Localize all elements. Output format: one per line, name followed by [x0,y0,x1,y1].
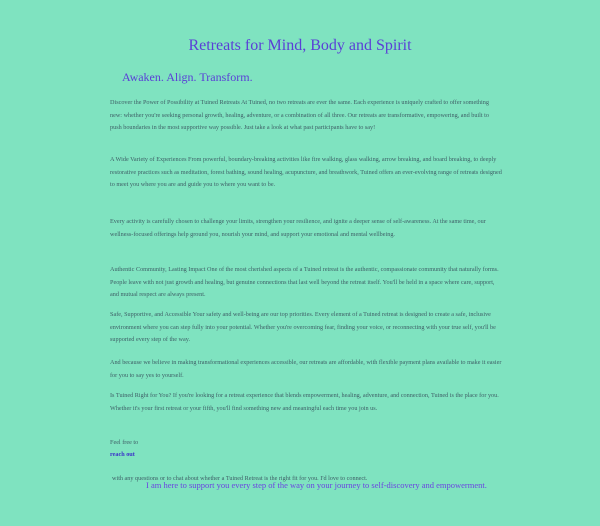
reach-out-link[interactable]: reach out [110,451,135,458]
intro-paragraph: Discover the Power of Possibility at Tuined Retreats At Tuined, no two retreats are ever the same. Each experience is uniquely crafted to offer something new: whether you're seeking personal growth, healing, adventure, or a combination of all three. Our retreats are transformative, empowering, and built to push boundaries in the most supportive way possible. Just take a look at what past participants have to say! [110,99,489,132]
support-footer-text: I am here to support you every step of the way on your journey to self-discovery and empowerment. [146,480,487,490]
safety-paragraph: Safe, Supportive, and Accessible Your safety and well-being are our top priorities. Every element of a Tuined retreat is designed to create a safe, inclusive environment where you can step fully into your potential. Whether you're overcoming fear, finding your voice, or reconnecting with your true self, you'll be supported every step of the way. [110,311,496,344]
cta-intro-text: Feel free to [110,439,139,446]
accessibility-paragraph: And because we believe in making transformational experiences accessible, our retreats are affordable, with flexible payment plans available to make it easier for you to say yes to yourself. [110,359,502,379]
fit-paragraph: Is Tuined Right for You? If you're looking for a retreat experience that blends empowerment, healing, adventure, and connection, Tuined is the place for you. Whether it's your first retreat or your fifth, you'll find something new and meaningful each time you join us. [110,392,499,412]
page-title: Retreats for Mind, Body and Spirit [188,37,412,54]
cta-rest-text: with any questions or to chat about whether a Tuined Retreat is the right fit for you. I'd love to connect. [112,475,368,482]
experiences-paragraph: A Wide Variety of Experiences From powerful, boundary-breaking activities like fire walking, glass walking, arrow breaking, and board breaking, to deeply restorative practices such as meditation, forest bathing, sound healing, acupuncture, and breathwork, Tuined offers an ever-evolving range of retreats designed to meet you where you are and guide you to where you want to be. [110,156,502,189]
page-tagline: Awaken. Align. Transform. [122,70,253,84]
activities-paragraph: Every activity is carefully chosen to challenge your limits, strengthen your resilience, and ignite a deeper sense of self-awareness. At the same time, our wellness-focused offerings help ground you, nourish your mind, and support your emotional and mental wellbeing. [110,218,486,238]
community-paragraph: Authentic Community, Lasting Impact One of the most cherished aspects of a Tuined retreat is the authentic, compassionate community that naturally forms. People leave with not just growth and healing, but genuine connections that last well beyond the retreat itself. You'll be held in a space where care, support, and mutual respect are always present. [110,266,499,299]
